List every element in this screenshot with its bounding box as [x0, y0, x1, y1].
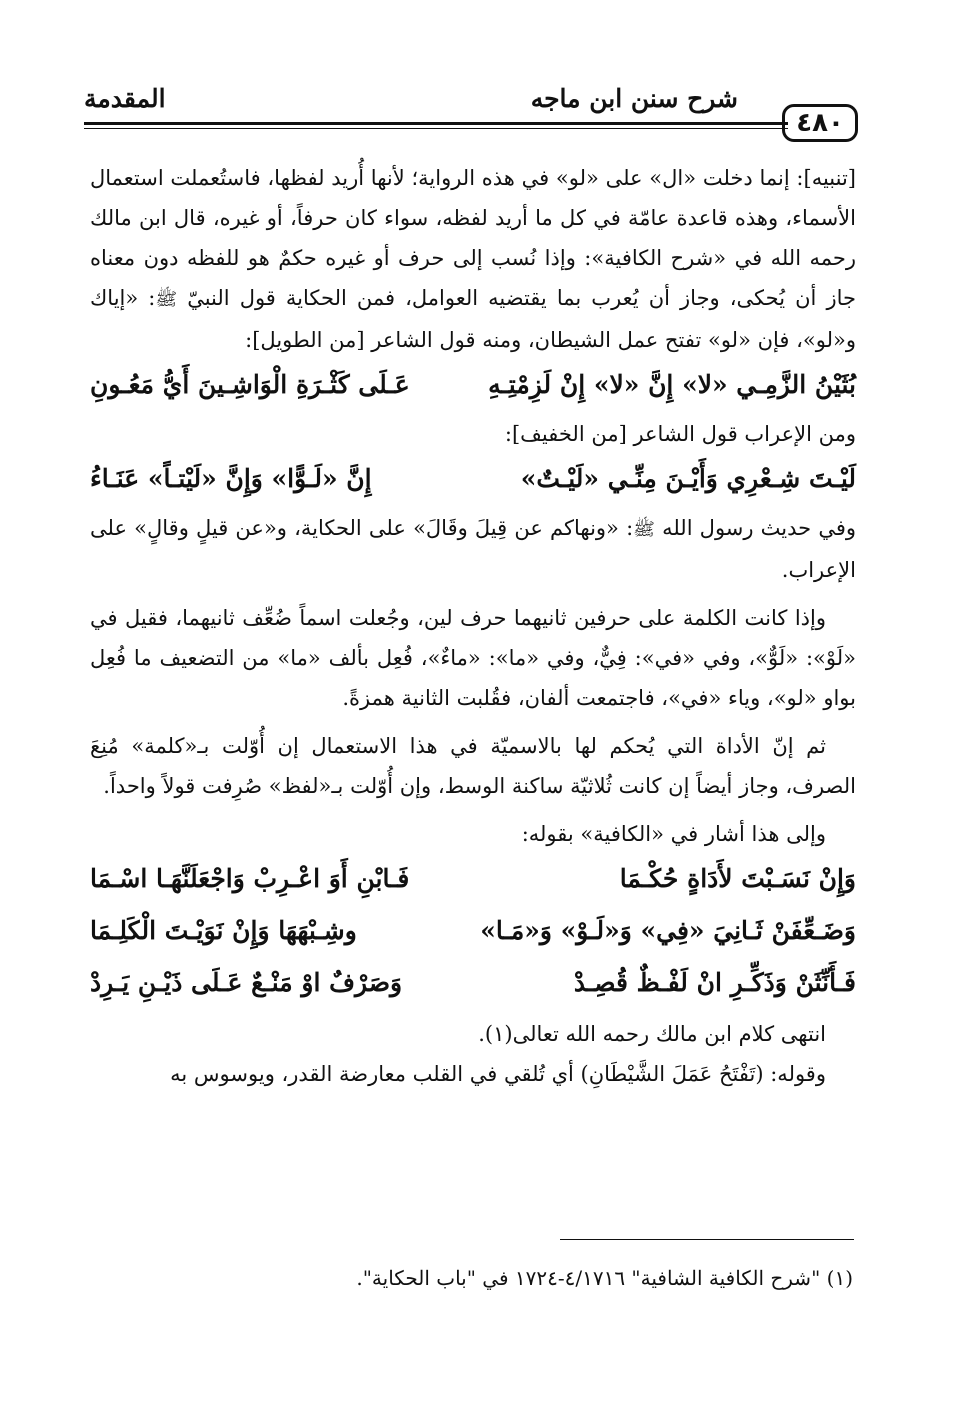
header-rule-thin: [84, 128, 788, 129]
paragraph-tanbih-text: [تنبيه]: إنما دخلت «ال» على «لو» في هذه الرواية؛ لأنها أُريد لفظها، فاستُعملت استعمال الأسماء، وهذه قاعدة عامّة في كل ما أريد لفظه، سواء كان حرفاً، أو غيره، قال ابن مالك رحمه الله في «شرح الكافية»: وإذا نُسب إلى حرف أو غيره حكمٌ هو للفظه دون معناه جاز أن يُحكى، وجاز أن يُعرب بما يقتضيه العوامل، فمن الحكاية قول النبيّ: [90, 166, 856, 310]
header-rule-thick: [84, 122, 788, 125]
verse-line: [90, 856, 856, 902]
page-header: [84, 78, 858, 138]
verse-first-hemistich: فَـأَنِّثَنْ وَذَكِّـرِ انْ لَفْـظٌ قُصِـدْ: [573, 968, 856, 997]
paragraph-quote-end: انتهى كلام ابن مالك رحمه الله تعالى(١).: [478, 1022, 826, 1046]
paragraph-tadif: وإذا كانت الكلمة على حرفين ثانيهما حرف لين، وجُعلت اسماً ضُعِّف ثانيهما، فقيل في «لَوْ»: «لَوٌّ»، وفي «في»: فِيٌّ، وفي «ما»: «ماءٌ»، فُعِل بألف «ما» من التضعيف ما فُعِل بواو «لو»، وياء «في»، فاجتمعت ألفان، فقُلبت الثانية همزةً.: [90, 606, 856, 710]
verse-first-hemistich: بُثَيْنُ الزَّمِـي «لا» إِنَّ «لا» إِنْ لَزِمْتِـهِ: [488, 370, 856, 399]
paragraph-hadith: [90, 508, 856, 590]
main-text: [90, 158, 856, 1094]
verse-first-hemistich: وَإِنْ نَسَـبْتَ لأَدَاةٍ حُكْـمَا: [619, 864, 856, 893]
page-number-frame: [782, 104, 858, 142]
verse-line: [90, 362, 856, 408]
footnote: (١) "شرح الكافية الشافية" ٤/١٧١٦-١٧٢٤ في "باب الحكاية".: [356, 1266, 853, 1290]
paragraph-commentary: وقوله: (تَفْتَحُ عَمَلَ الشَّيْطَانِ) أي تُلقي في القلب معارضة القدر، ويوسوس به: [170, 1062, 826, 1086]
footnote-rule: [560, 1239, 854, 1240]
salawat-glyph: ﷺ: [155, 289, 178, 310]
paragraph-tanbih: [90, 158, 856, 360]
paragraph-hadith-end: : «ونهاكم عن قِيلَ وقَالَ» على الحكاية، و«عن قيلٍ وقالٍ» على الإعراب.: [90, 516, 856, 582]
section-title: المقدمة: [84, 84, 166, 113]
paragraph-tanbih-end: : «إياك و«لو»، فإن «لو» تفتح عمل الشيطان، ومنه قول الشاعر [من الطويل]:: [90, 286, 856, 352]
page-number: ٤٨٠: [796, 108, 844, 138]
paragraph-hadith-start: وفي حديث رسول الله: [662, 516, 856, 540]
verse-second-hemistich: فَـابْنِ أَوَ اعْـرِبْ وَاجْعَلَنَّهَـا اسْـمَا: [90, 864, 410, 893]
verse-second-hemistich: وشِـبْهَهَا وَإِنْ نَوَيْـتَ الْكَلِـمَا: [90, 916, 357, 945]
verse-line: [90, 960, 856, 1006]
verse-line: [90, 908, 856, 954]
verse-second-hemistich: وَصَرْفٌ اوْ مَنْـعٌ عَـلَى ذَيْـنِ يَـرِدْ: [90, 968, 403, 997]
verse-first-hemistich: لَيْـتَ شِـعْرِي وَأَيْـنَ مِنِّـي «لَيْـتٌ»: [520, 464, 856, 493]
verse-second-hemistich: عَـلَى كَثْـرَةِ الْوَاشِـينَ أَيُّ مَعُـونِ: [90, 370, 410, 399]
verse-line: [90, 456, 856, 502]
verse-second-hemistich: إِنَّ «لَـوًّا» وَإِنَّ «لَيْتـاً» عَنَـاءُ: [90, 464, 372, 493]
salawat-glyph: ﷺ: [633, 519, 655, 540]
book-title: شرح سنن ابن ماجه: [530, 84, 738, 113]
paragraph-irab: ومن الإعراب قول الشاعر [من الخفيف]:: [504, 422, 856, 446]
paragraph-adat: ثم إنّ الأداة التي يُحكم لها بالاسميّة في هذا الاستعمال إن أُوّلت بـ«كلمة» مُنِعَ الصرف، وجاز أيضاً إن كانت ثُلاثيّة ساكنة الوسط، وإن أُوّلت بـ«لفظ» صُرِفت قولاً واحداً.: [90, 734, 856, 798]
paragraph-kafiya-intro: وإلى هذا أشار في «الكافية» بقوله:: [521, 822, 826, 846]
verse-first-hemistich: وَضَـعِّفَنْ ثَـانِيَ «فِي» وَ«لَـوْ» وَ«مَـا»: [480, 916, 856, 945]
